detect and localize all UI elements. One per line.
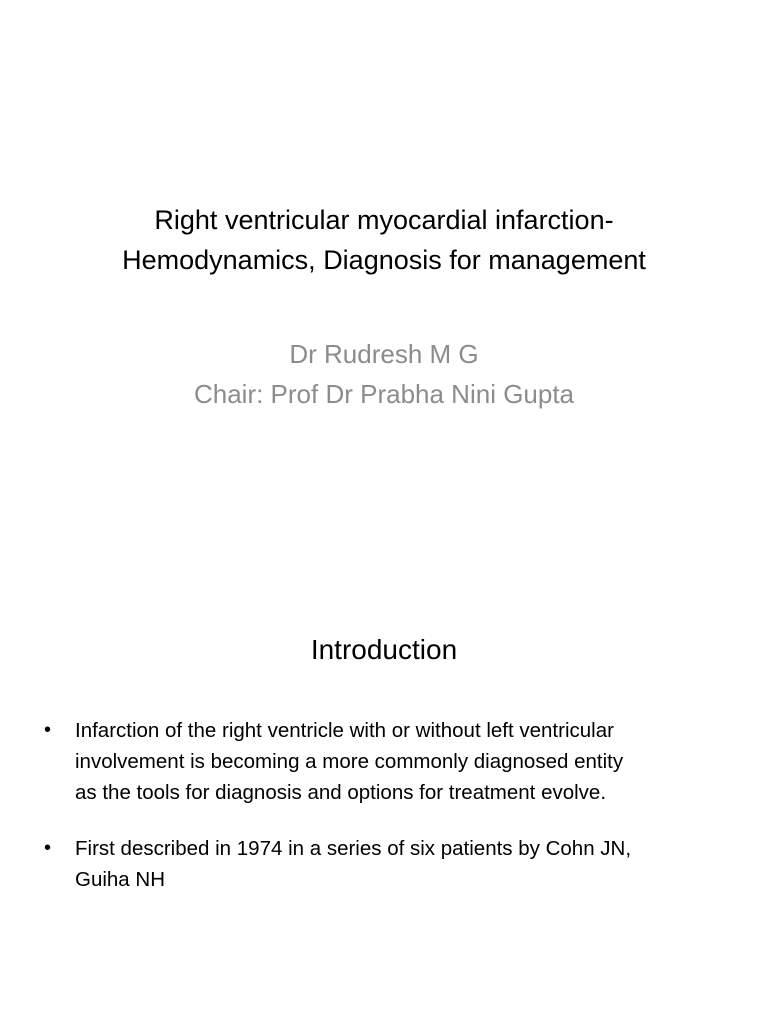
bullet-text bbox=[75, 715, 734, 808]
title-line-1: Right ventricular myocardial infarction- bbox=[154, 205, 614, 235]
presentation-title bbox=[40, 200, 728, 280]
bullet-icon: • bbox=[44, 837, 52, 859]
bullet-icon: • bbox=[44, 719, 52, 741]
bullet-item-1 bbox=[44, 715, 734, 808]
bullet-line: as the tools for diagnosis and options for treatment evolve. bbox=[75, 781, 607, 804]
bullet-line: involvement is becoming a more commonly diagnosed entity bbox=[75, 750, 624, 773]
chair-name: Chair: Prof Dr Prabha Nini Gupta bbox=[193, 379, 575, 409]
bullet-line: Infarction of the right ventricle with or without left ventricular bbox=[75, 719, 614, 742]
bullet-text bbox=[75, 833, 734, 895]
slide-title: Introduction bbox=[310, 634, 458, 665]
bullet-list bbox=[44, 715, 734, 920]
bullet-line: Guiha NH bbox=[75, 868, 166, 891]
title-line-2: Hemodynamics, Diagnosis for management bbox=[122, 245, 646, 275]
bullet-line: First described in 1974 in a series of six patients by Cohn JN, bbox=[75, 837, 632, 860]
presenter-name: Dr Rudresh M G bbox=[289, 339, 479, 369]
bullet-item-2 bbox=[44, 833, 734, 895]
presentation-subtitle bbox=[40, 334, 728, 414]
introduction-slide bbox=[0, 512, 768, 1024]
